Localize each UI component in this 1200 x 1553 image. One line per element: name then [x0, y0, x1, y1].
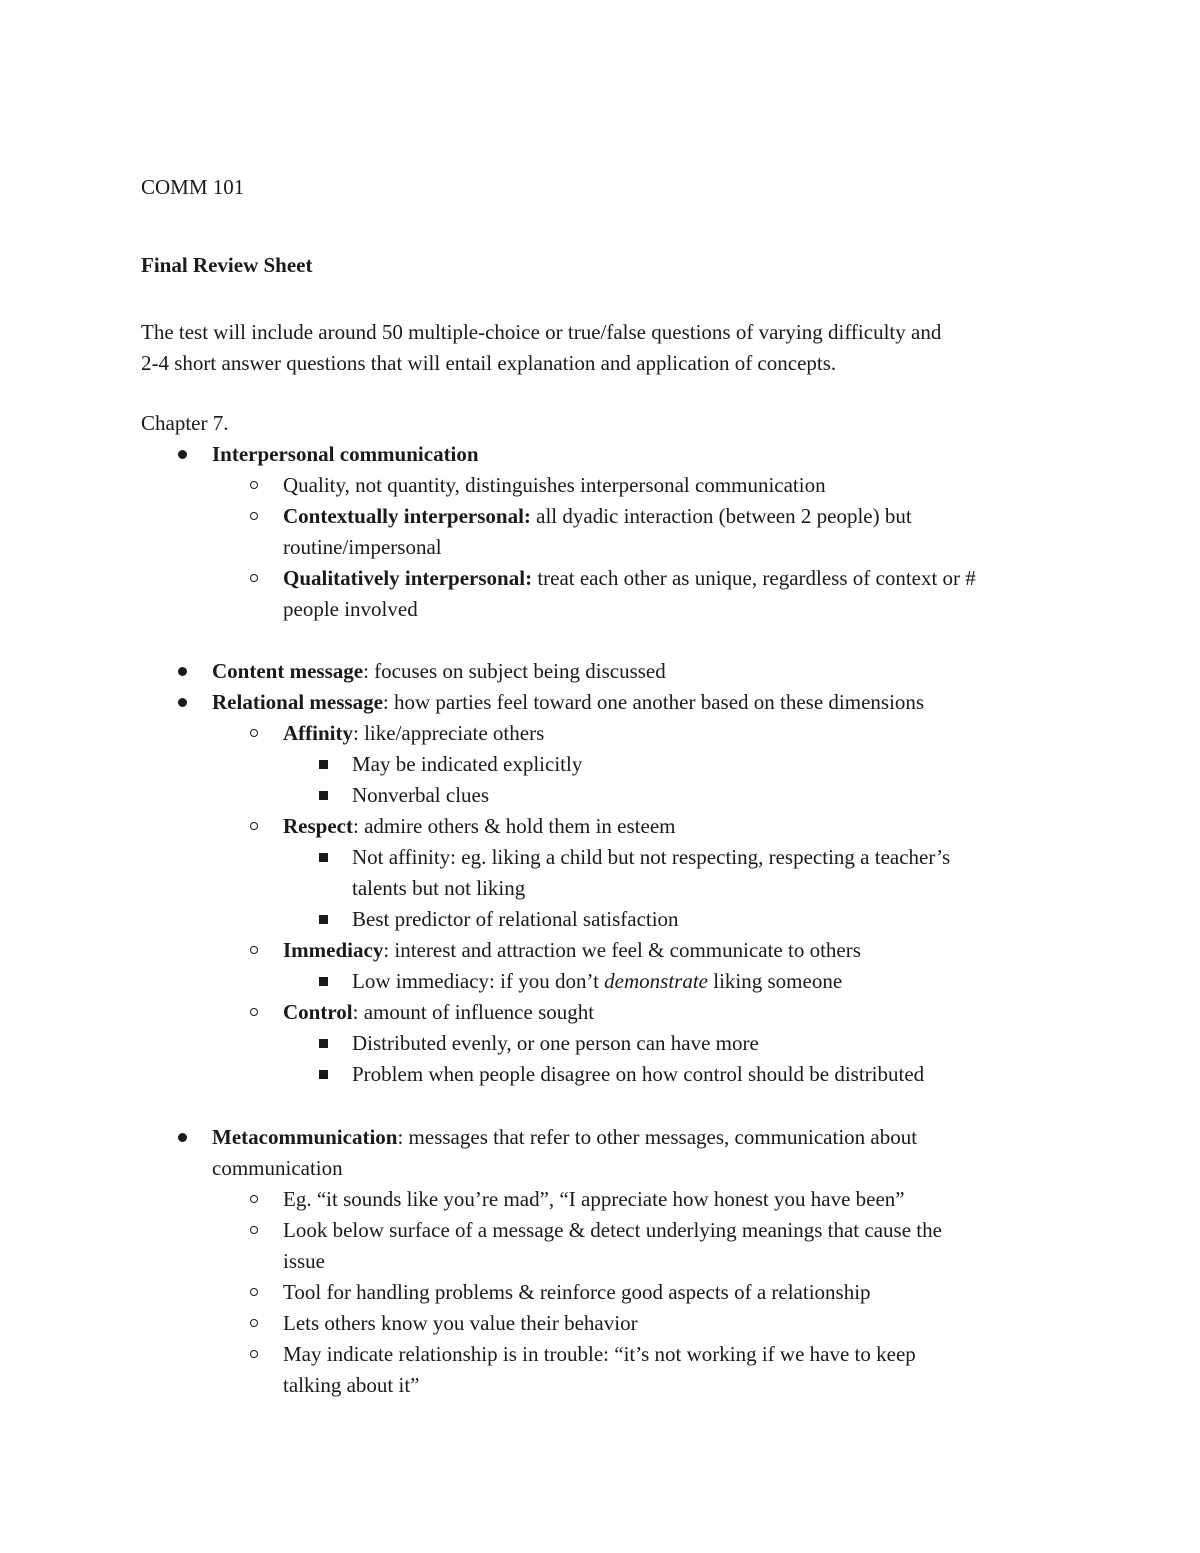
bullet-square-icon: [319, 1070, 328, 1079]
bullet-circle-icon: [250, 1288, 258, 1296]
bullet-circle-icon: [250, 1008, 258, 1016]
list-item: May be indicated explicitly: [352, 752, 583, 776]
list-item-continuation: communication: [212, 1156, 343, 1180]
list-item: Not affinity: eg. liking a child but not respecting, respecting a teacher’s: [352, 845, 951, 869]
list-item: Immediacy: interest and attraction we feel & communicate to others: [283, 938, 861, 962]
list-item: Interpersonal communication: [212, 442, 479, 466]
list-item: Problem when people disagree on how control should be distributed: [352, 1062, 925, 1086]
intro-line-2: 2-4 short answer questions that will entail explanation and application of concepts.: [141, 351, 837, 375]
list-item: Best predictor of relational satisfaction: [352, 907, 679, 931]
bullet-circle-icon: [250, 512, 258, 520]
bullet-circle-icon: [250, 729, 258, 737]
list-item-continuation: people involved: [283, 597, 418, 621]
list-item: Look below surface of a message & detect underlying meanings that cause the: [283, 1218, 942, 1242]
chapter-heading: Chapter 7.: [141, 411, 229, 435]
bullet-circle-icon: [250, 822, 258, 830]
list-item: Affinity: like/appreciate others: [283, 721, 545, 745]
list-item: Content message: focuses on subject being discussed: [212, 659, 666, 683]
list-item: Metacommunication: messages that refer to other messages, communication about: [212, 1125, 918, 1149]
bullet-disc-icon: [178, 450, 187, 459]
bullet-square-icon: [319, 1039, 328, 1048]
list-item: Qualitatively interpersonal: treat each other as unique, regardless of context or #: [283, 566, 976, 590]
list-item-continuation: talents but not liking: [352, 876, 526, 900]
list-item: Lets others know you value their behavior: [283, 1311, 638, 1335]
list-item: Relational message: how parties feel toward one another based on these dimensions: [212, 690, 925, 714]
bullet-circle-icon: [250, 1226, 258, 1234]
bullet-disc-icon: [178, 1133, 187, 1142]
list-item: Eg. “it sounds like you’re mad”, “I appreciate how honest you have been”: [283, 1187, 905, 1211]
bullet-circle-icon: [250, 946, 258, 954]
bullet-square-icon: [319, 791, 328, 800]
list-item-continuation: talking about it”: [283, 1373, 420, 1397]
page-title: Final Review Sheet: [141, 253, 313, 277]
bullet-circle-icon: [250, 1195, 258, 1203]
bullet-square-icon: [319, 977, 328, 986]
list-item: Low immediacy: if you don’t demonstrate liking someone: [352, 969, 843, 993]
bullet-square-icon: [319, 915, 328, 924]
list-item-continuation: issue: [283, 1249, 325, 1273]
list-item: Tool for handling problems & reinforce good aspects of a relationship: [283, 1280, 871, 1304]
list-item-continuation: routine/impersonal: [283, 535, 442, 559]
bullet-square-icon: [319, 853, 328, 862]
list-item: Contextually interpersonal: all dyadic interaction (between 2 people) but: [283, 504, 912, 528]
list-item: Control: amount of influence sought: [283, 1000, 595, 1024]
bullet-disc-icon: [178, 698, 187, 707]
bullet-circle-icon: [250, 1319, 258, 1327]
bullet-disc-icon: [178, 667, 187, 676]
list-item: Distributed evenly, or one person can have more: [352, 1031, 759, 1055]
course-code: COMM 101: [141, 175, 245, 199]
bullet-circle-icon: [250, 481, 258, 489]
list-item: Respect: admire others & hold them in esteem: [283, 814, 676, 838]
bullet-circle-icon: [250, 574, 258, 582]
list-item: May indicate relationship is in trouble: “it’s not working if we have to keep: [283, 1342, 916, 1366]
intro-line-1: The test will include around 50 multiple-choice or true/false questions of varying difficulty and: [141, 320, 942, 344]
list-item: Nonverbal clues: [352, 783, 490, 807]
bullet-square-icon: [319, 760, 328, 769]
list-item: Quality, not quantity, distinguishes interpersonal communication: [283, 473, 826, 497]
bullet-circle-icon: [250, 1350, 258, 1358]
